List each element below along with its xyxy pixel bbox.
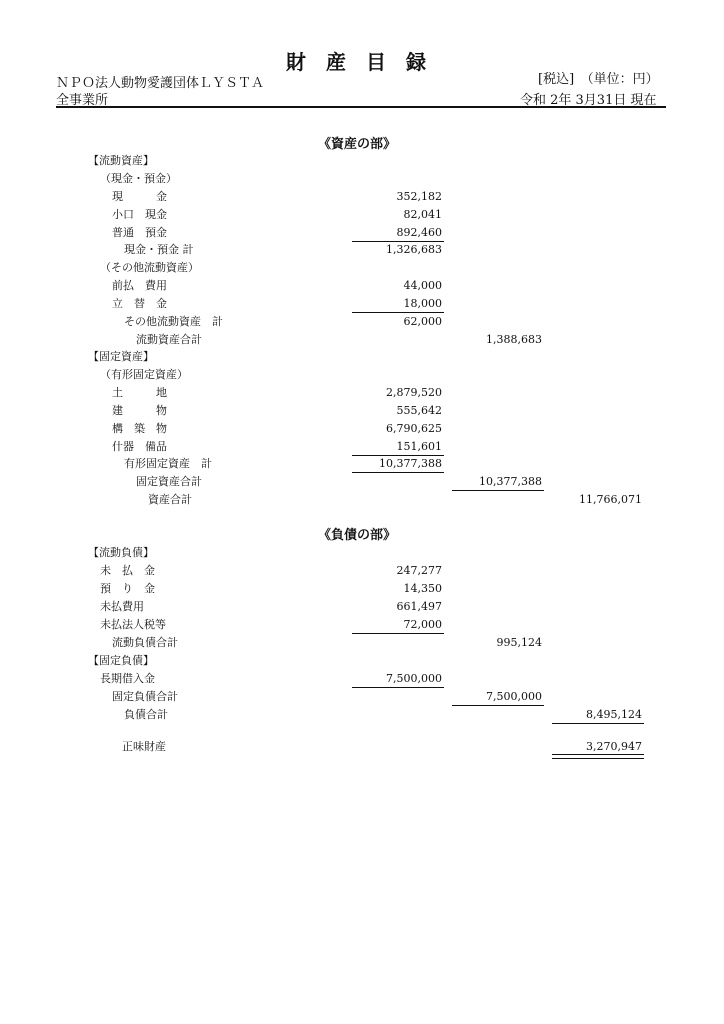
liability-label: 預 り 金 [100,582,155,595]
asset-label: その他流動資産 計 [124,315,223,328]
asset-row [0,277,724,295]
liability-label: 長期借入金 [100,672,155,685]
asset-label: 資産合計 [148,493,192,506]
asset-label: 有形固定資産 計 [124,457,212,470]
asset-amount-c1: 352,182 [396,190,442,203]
asset-label: 立 替 金 [112,297,167,310]
asset-row [0,384,724,402]
liability-amount-c1: 14,350 [403,582,442,595]
asset-row [0,420,724,438]
liability-label: 未払費用 [100,600,144,613]
asset-row [0,473,724,491]
asset-label: 前払 費用 [112,279,167,292]
asset-amount-c1: 1,326,683 [386,243,442,256]
liabilities-heading: 《負債の部》 [318,528,397,543]
asset-label: 建 物 [112,404,167,417]
net-assets-row [0,738,724,756]
liability-row [0,670,724,688]
double-underline [552,754,644,759]
net-assets-value: 3,270,947 [586,740,642,753]
asset-amount-c2: 10,377,388 [479,475,542,488]
asset-label: （有形固定資産） [100,368,188,381]
liability-label: 【流動負債】 [88,546,154,559]
asset-amount-c1: 2,879,520 [386,386,442,399]
liability-amount-c2: 7,500,000 [486,690,542,703]
asset-row [0,438,724,456]
asset-amount-c1: 10,377,388 [379,457,442,470]
asset-row [0,259,724,277]
asset-amount-c1: 44,000 [403,279,442,292]
liability-amount-c1: 247,277 [396,564,442,577]
liability-row [0,598,724,616]
asset-row [0,348,724,366]
asset-amount-c1: 62,000 [403,315,442,328]
liability-row [0,634,724,652]
asset-amount-c1: 151,601 [396,440,442,453]
report-date: 令和 2年 3月31日 現在 [520,93,657,108]
liability-amount-c2: 995,124 [496,636,542,649]
scope-label: 全事業所 [56,93,109,108]
asset-row [0,224,724,242]
liability-label: 未払法人税等 [100,618,166,631]
asset-amount-c2: 1,388,683 [486,333,542,346]
asset-row [0,331,724,349]
liability-amount-c3: 8,495,124 [586,708,642,721]
asset-label: 固定資産合計 [136,475,202,488]
asset-label: 【固定資産】 [88,350,154,363]
asset-label: （その他流動資産） [100,261,199,274]
net-assets-label: 正味財産 [122,740,166,753]
liability-amount-c1: 72,000 [403,618,442,631]
liability-amount-c1: 661,497 [396,600,442,613]
liability-label: 負債合計 [124,708,168,721]
asset-label: 現金・預金 計 [124,243,194,256]
liability-row [0,616,724,634]
subtotal-underline [552,723,644,724]
asset-label: 小口 現金 [112,208,167,221]
asset-row [0,295,724,313]
asset-row [0,402,724,420]
liability-row [0,562,724,580]
liability-label: 固定負債合計 [112,690,178,703]
organization-name: ＮＰＯ法人動物愛護団体ＬＹＳＴＡ [56,76,265,91]
liability-label: 【固定負債】 [88,654,154,667]
asset-row [0,491,724,509]
header-rule [56,106,666,108]
liability-row [0,652,724,670]
asset-label: 什器 備品 [112,440,167,453]
asset-amount-c3: 11,766,071 [579,493,642,506]
asset-amount-c1: 18,000 [403,297,442,310]
liability-label: 未 払 金 [100,564,155,577]
asset-label: 【流動資産】 [88,154,154,167]
asset-label: 現 金 [112,190,167,203]
asset-label: （現金・預金） [100,172,177,185]
asset-row [0,313,724,331]
asset-row [0,206,724,224]
asset-row [0,241,724,259]
liability-row [0,544,724,562]
asset-amount-c1: 555,642 [396,404,442,417]
asset-label: 普通 預金 [112,226,167,239]
liability-amount-c1: 7,500,000 [386,672,442,685]
liability-row [0,688,724,706]
asset-row [0,188,724,206]
asset-label: 土 地 [112,386,167,399]
asset-row [0,170,724,188]
asset-row [0,366,724,384]
document-title: 財 産 目 録 [286,50,426,74]
tax-unit-note: [税込] （単位：円） [538,72,659,87]
asset-row [0,152,724,170]
asset-label: 流動資産合計 [136,333,202,346]
liability-label: 流動負債合計 [112,636,178,649]
asset-amount-c1: 6,790,625 [386,422,442,435]
assets-heading: 《資産の部》 [318,137,397,152]
liability-row [0,580,724,598]
asset-row [0,455,724,473]
asset-label: 構 築 物 [112,422,167,435]
liability-row [0,706,724,724]
asset-amount-c1: 82,041 [403,208,442,221]
asset-amount-c1: 892,460 [396,226,442,239]
